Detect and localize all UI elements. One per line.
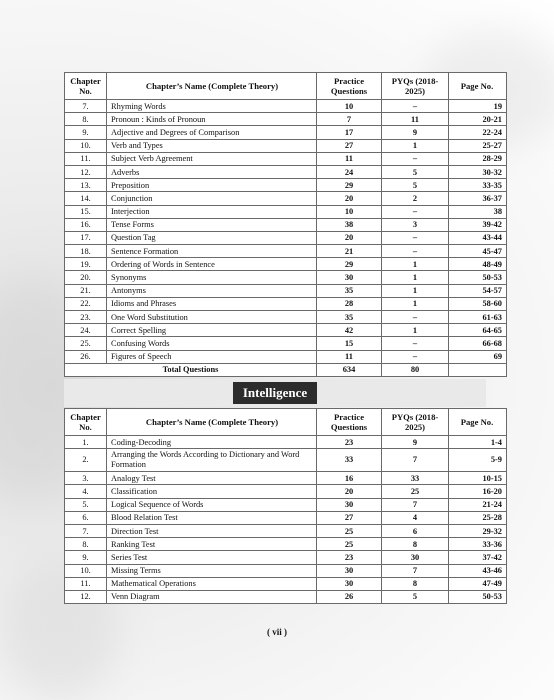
- practice-count: 38: [317, 218, 382, 231]
- chapter-name: One Word Substitution: [107, 311, 317, 324]
- pyq-count: –: [382, 231, 449, 244]
- page-range: 21-24: [449, 498, 507, 511]
- pyq-count: 9: [382, 436, 449, 449]
- page-range: 54-57: [449, 284, 507, 297]
- pyq-count: –: [382, 245, 449, 258]
- chapter-name: Mathematical Operations: [107, 577, 317, 590]
- chapter-name: Conjunction: [107, 192, 317, 205]
- table-row: [65, 524, 507, 537]
- chapter-name: Rhyming Words: [107, 100, 317, 113]
- pyq-count: –: [382, 100, 449, 113]
- practice-count: 42: [317, 324, 382, 337]
- chapter-number: 11.: [65, 577, 107, 590]
- chapter-name: Tense Forms: [107, 218, 317, 231]
- table-row: [65, 449, 507, 472]
- header-page-no: Page No.: [449, 73, 507, 100]
- chapter-name: Coding-Decoding: [107, 436, 317, 449]
- table-row: [65, 205, 507, 218]
- pyq-count: 3: [382, 218, 449, 231]
- page-range: 45-47: [449, 245, 507, 258]
- practice-count: 11: [317, 350, 382, 363]
- pyq-count: 11: [382, 113, 449, 126]
- table-row: [65, 577, 507, 590]
- page-range: 58-60: [449, 297, 507, 310]
- practice-count: 16: [317, 472, 382, 485]
- chapter-name: Preposition: [107, 179, 317, 192]
- table-row: [65, 258, 507, 271]
- chapter-name: Question Tag: [107, 231, 317, 244]
- total-practice: 634: [317, 363, 382, 376]
- pyq-count: 8: [382, 577, 449, 590]
- pyq-count: 4: [382, 511, 449, 524]
- header-pyqs: PYQs (2018-2025): [382, 409, 449, 436]
- total-page-empty: [449, 363, 507, 376]
- page-range: 25-27: [449, 139, 507, 152]
- chapter-number: 12.: [65, 165, 107, 178]
- chapter-name: Verb and Types: [107, 139, 317, 152]
- chapter-name: Pronoun : Kinds of Pronoun: [107, 113, 317, 126]
- chapter-name: Venn Diagram: [107, 590, 317, 603]
- pyq-count: 2: [382, 192, 449, 205]
- page-range: 22-24: [449, 126, 507, 139]
- page-range: 20-21: [449, 113, 507, 126]
- chapter-number: 10.: [65, 139, 107, 152]
- pyq-count: 7: [382, 564, 449, 577]
- practice-count: 11: [317, 152, 382, 165]
- pyq-count: 5: [382, 590, 449, 603]
- chapter-number: 8.: [65, 113, 107, 126]
- practice-count: 35: [317, 311, 382, 324]
- practice-count: 27: [317, 139, 382, 152]
- table-header-row: [65, 409, 507, 436]
- page-range: 33-35: [449, 179, 507, 192]
- table-row: [65, 284, 507, 297]
- chapter-number: 26.: [65, 350, 107, 363]
- header-chapter-name: Chapter’s Name (Complete Theory): [107, 73, 317, 100]
- pyq-count: 33: [382, 472, 449, 485]
- pyq-count: 9: [382, 126, 449, 139]
- chapter-number: 20.: [65, 271, 107, 284]
- chapter-number: 17.: [65, 231, 107, 244]
- practice-count: 23: [317, 551, 382, 564]
- page-range: 50-53: [449, 590, 507, 603]
- chapter-number: 9.: [65, 126, 107, 139]
- chapter-name: Subject Verb Agreement: [107, 152, 317, 165]
- pyq-count: 1: [382, 271, 449, 284]
- chapter-name: Missing Terms: [107, 564, 317, 577]
- chapter-number: 24.: [65, 324, 107, 337]
- practice-count: 25: [317, 538, 382, 551]
- page-range: 29-32: [449, 524, 507, 537]
- pyq-count: 25: [382, 485, 449, 498]
- pyq-count: 1: [382, 297, 449, 310]
- practice-count: 10: [317, 100, 382, 113]
- pyq-count: 1: [382, 139, 449, 152]
- table-row: [65, 485, 507, 498]
- pyq-count: 7: [382, 449, 449, 472]
- chapter-name: Adverbs: [107, 165, 317, 178]
- practice-count: 30: [317, 564, 382, 577]
- chapter-name: Ordering of Words in Sentence: [107, 258, 317, 271]
- table-row: [65, 324, 507, 337]
- chapter-number: 21.: [65, 284, 107, 297]
- table-row: [65, 192, 507, 205]
- table-row: [65, 538, 507, 551]
- pyq-count: 1: [382, 284, 449, 297]
- table-row: [65, 139, 507, 152]
- practice-count: 29: [317, 179, 382, 192]
- table-row: [65, 564, 507, 577]
- page-range: 37-42: [449, 551, 507, 564]
- table-row: [65, 271, 507, 284]
- table-row: [65, 551, 507, 564]
- chapter-name: Antonyms: [107, 284, 317, 297]
- table-row: [65, 152, 507, 165]
- pyq-count: 8: [382, 538, 449, 551]
- total-pyq: 80: [382, 363, 449, 376]
- chapter-name: Figures of Speech: [107, 350, 317, 363]
- chapter-number: 2.: [65, 449, 107, 472]
- table-header-row: [65, 73, 507, 100]
- practice-count: 24: [317, 165, 382, 178]
- section-title: Intelligence: [233, 382, 317, 404]
- chapter-number: 5.: [65, 498, 107, 511]
- pyq-count: 7: [382, 498, 449, 511]
- table-row: [65, 179, 507, 192]
- chapter-name: Interjection: [107, 205, 317, 218]
- practice-count: 15: [317, 337, 382, 350]
- chapter-number: 10.: [65, 564, 107, 577]
- table-row: [65, 100, 507, 113]
- table-row: [65, 311, 507, 324]
- page-range: 48-49: [449, 258, 507, 271]
- chapter-number: 18.: [65, 245, 107, 258]
- practice-count: 20: [317, 192, 382, 205]
- table-row: [65, 436, 507, 449]
- table-row: [65, 498, 507, 511]
- practice-count: 28: [317, 297, 382, 310]
- table-row: [65, 165, 507, 178]
- chapter-name: Synonyms: [107, 271, 317, 284]
- practice-count: 27: [317, 511, 382, 524]
- chapter-name: Correct Spelling: [107, 324, 317, 337]
- page-range: 33-36: [449, 538, 507, 551]
- practice-count: 30: [317, 498, 382, 511]
- practice-count: 7: [317, 113, 382, 126]
- pyq-count: –: [382, 152, 449, 165]
- pyq-count: –: [382, 205, 449, 218]
- table-row: [65, 113, 507, 126]
- practice-count: 10: [317, 205, 382, 218]
- chapter-number: 15.: [65, 205, 107, 218]
- chapter-number: 13.: [65, 179, 107, 192]
- header-chapter-no: Chapter No.: [65, 73, 107, 100]
- practice-count: 35: [317, 284, 382, 297]
- page-range: 25-28: [449, 511, 507, 524]
- practice-count: 30: [317, 271, 382, 284]
- chapter-number: 7.: [65, 100, 107, 113]
- chapter-name: Sentence Formation: [107, 245, 317, 258]
- page-range: 28-29: [449, 152, 507, 165]
- table-row: [65, 590, 507, 603]
- page-range: 61-63: [449, 311, 507, 324]
- chapter-name: Ranking Test: [107, 538, 317, 551]
- total-label: Total Questions: [65, 363, 317, 376]
- page-range: 43-46: [449, 564, 507, 577]
- table-row: [65, 297, 507, 310]
- chapter-name: Arranging the Words According to Dictionary and Word Formation: [107, 449, 317, 472]
- table-row: [65, 126, 507, 139]
- english-contents-table: [64, 72, 507, 377]
- practice-count: 23: [317, 436, 382, 449]
- header-chapter-no: Chapter No.: [65, 409, 107, 436]
- chapter-number: 19.: [65, 258, 107, 271]
- page-range: 38: [449, 205, 507, 218]
- page-range: 64-65: [449, 324, 507, 337]
- chapter-number: 14.: [65, 192, 107, 205]
- table-row: [65, 337, 507, 350]
- page-range: 39-42: [449, 218, 507, 231]
- table-row: [65, 245, 507, 258]
- chapter-name: Classification: [107, 485, 317, 498]
- pyq-count: –: [382, 350, 449, 363]
- pyq-count: 30: [382, 551, 449, 564]
- chapter-number: 12.: [65, 590, 107, 603]
- header-practice: Practice Questions: [317, 409, 382, 436]
- chapter-name: Direction Test: [107, 524, 317, 537]
- chapter-number: 23.: [65, 311, 107, 324]
- practice-count: 17: [317, 126, 382, 139]
- chapter-number: 16.: [65, 218, 107, 231]
- pyq-count: 5: [382, 165, 449, 178]
- chapter-name: Blood Relation Test: [107, 511, 317, 524]
- chapter-number: 22.: [65, 297, 107, 310]
- page-range: 30-32: [449, 165, 507, 178]
- page-range: 43-44: [449, 231, 507, 244]
- header-chapter-name: Chapter’s Name (Complete Theory): [107, 409, 317, 436]
- page-range: 47-49: [449, 577, 507, 590]
- page-number: ( vii ): [267, 627, 287, 637]
- practice-count: 20: [317, 485, 382, 498]
- page-range: 5-9: [449, 449, 507, 472]
- pyq-count: 1: [382, 324, 449, 337]
- pyq-count: –: [382, 337, 449, 350]
- chapter-number: 4.: [65, 485, 107, 498]
- chapter-number: 8.: [65, 538, 107, 551]
- chapter-number: 6.: [65, 511, 107, 524]
- page-range: 19: [449, 100, 507, 113]
- pyq-count: 1: [382, 258, 449, 271]
- page-range: 69: [449, 350, 507, 363]
- chapter-number: 3.: [65, 472, 107, 485]
- pyq-count: 6: [382, 524, 449, 537]
- page-range: 1-4: [449, 436, 507, 449]
- pyq-count: –: [382, 311, 449, 324]
- practice-count: 29: [317, 258, 382, 271]
- chapter-name: Confusing Words: [107, 337, 317, 350]
- chapter-name: Adjective and Degrees of Comparison: [107, 126, 317, 139]
- pyq-count: 5: [382, 179, 449, 192]
- practice-count: 33: [317, 449, 382, 472]
- practice-count: 26: [317, 590, 382, 603]
- page-range: 50-53: [449, 271, 507, 284]
- table-row: [65, 350, 507, 363]
- page-range: 66-68: [449, 337, 507, 350]
- practice-count: 20: [317, 231, 382, 244]
- header-practice: Practice Questions: [317, 73, 382, 100]
- practice-count: 30: [317, 577, 382, 590]
- table-row: [65, 231, 507, 244]
- chapter-name: Logical Sequence of Words: [107, 498, 317, 511]
- chapter-number: 11.: [65, 152, 107, 165]
- intelligence-contents-table: [64, 408, 507, 604]
- chapter-name: Idioms and Phrases: [107, 297, 317, 310]
- practice-count: 21: [317, 245, 382, 258]
- page-range: 16-20: [449, 485, 507, 498]
- table-row: [65, 218, 507, 231]
- table-row: [65, 472, 507, 485]
- total-row: [65, 363, 507, 376]
- chapter-name: Series Test: [107, 551, 317, 564]
- practice-count: 25: [317, 524, 382, 537]
- chapter-number: 25.: [65, 337, 107, 350]
- page-range: 36-37: [449, 192, 507, 205]
- chapter-number: 1.: [65, 436, 107, 449]
- header-pyqs: PYQs (2018-2025): [382, 73, 449, 100]
- chapter-name: Analogy Test: [107, 472, 317, 485]
- chapter-number: 9.: [65, 551, 107, 564]
- chapter-number: 7.: [65, 524, 107, 537]
- header-page-no: Page No.: [449, 409, 507, 436]
- table-row: [65, 511, 507, 524]
- page-range: 10-15: [449, 472, 507, 485]
